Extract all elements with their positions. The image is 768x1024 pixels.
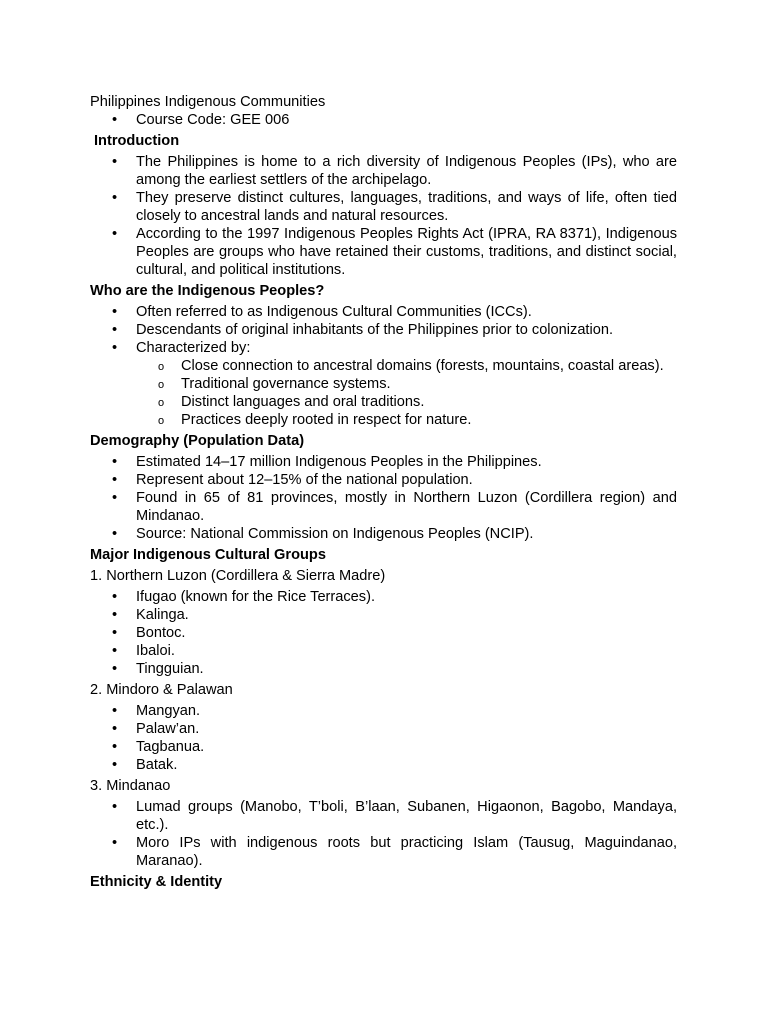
sublist-item-text: Traditional governance systems. — [181, 376, 391, 392]
list-item-text: The Philippines is home to a rich diversity of Indigenous Peoples (IPs), who are among the earliest settlers of the archipelago. — [136, 154, 677, 188]
introduction-list — [90, 153, 677, 279]
bullet-icon: • — [112, 835, 118, 851]
list-item-text: Ifugao (known for the Rice Terraces). — [136, 589, 376, 605]
list-item — [90, 189, 677, 225]
section-heading-groups: Major Indigenous Cultural Groups — [90, 547, 326, 563]
who-list — [90, 303, 677, 429]
northern-luzon-list — [90, 588, 677, 678]
list-item-text: They preserve distinct cultures, languages, traditions, and ways of life, often tied closely to ancestral lands and natural resources. — [136, 190, 677, 224]
bullet-icon: • — [112, 226, 118, 242]
course-code: Course Code: GEE 006 — [136, 112, 290, 128]
list-item-text: According to the 1997 Indigenous Peoples Rights Act (IPRA, RA 8371), Indigenous Peoples are groups who have retained their customs, traditions, and distinct social, cultural, and political institutions. — [136, 226, 677, 278]
sublist-item — [90, 375, 677, 393]
bullet-icon: • — [112, 625, 118, 641]
list-item — [90, 153, 677, 189]
sub-bullet-icon: o — [158, 415, 165, 427]
list-item — [90, 525, 677, 543]
sublist-item — [90, 411, 677, 429]
list-item — [90, 303, 677, 321]
sublist-item — [90, 393, 677, 411]
bullet-icon: • — [112, 472, 118, 488]
bullet-icon: • — [112, 739, 118, 755]
list-item — [90, 471, 677, 489]
document-body — [90, 93, 677, 891]
sub-bullet-icon: o — [158, 361, 165, 373]
list-item — [90, 624, 677, 642]
bullet-icon: • — [112, 643, 118, 659]
list-item — [90, 756, 677, 774]
list-item-text: Lumad groups (Manobo, T’boli, B’laan, Subanen, Higaonon, Bagobo, Mandaya, etc.). — [136, 799, 677, 833]
list-item — [90, 720, 677, 738]
list-item-text: Batak. — [136, 757, 178, 773]
list-item — [90, 738, 677, 756]
list-item — [90, 111, 677, 129]
section-heading-demography: Demography (Population Data) — [90, 433, 305, 449]
demography-list — [90, 453, 677, 543]
list-item — [90, 798, 677, 834]
bullet-icon: • — [112, 190, 118, 206]
bullet-icon: • — [112, 340, 118, 356]
section-heading-ethnicity: Ethnicity & Identity — [90, 874, 223, 890]
region-title-mindoro-palawan: 2. Mindoro & Palawan — [90, 682, 233, 698]
bullet-icon: • — [112, 721, 118, 737]
list-item-text: Moro IPs with indigenous roots but practicing Islam (Tausug, Maguindanao, Maranao). — [136, 835, 677, 869]
mindoro-palawan-list — [90, 702, 677, 774]
bullet-icon: • — [112, 607, 118, 623]
characteristics-sublist — [136, 357, 677, 429]
sub-bullet-icon: o — [158, 379, 165, 391]
list-item-text: Source: National Commission on Indigenous Peoples (NCIP). — [136, 526, 534, 542]
list-item-text: Estimated 14–17 million Indigenous Peoples in the Philippines. — [136, 454, 542, 470]
section-heading-introduction: Introduction — [94, 133, 180, 149]
list-item-text: Tagbanua. — [136, 739, 205, 755]
list-item-text: Kalinga. — [136, 607, 189, 623]
sub-bullet-icon: o — [158, 397, 165, 409]
list-item-text: Ibaloi. — [136, 643, 175, 659]
list-item — [90, 339, 677, 429]
list-item-text: Characterized by: — [136, 340, 251, 356]
list-item — [90, 642, 677, 660]
bullet-icon: • — [112, 454, 118, 470]
document-title: Philippines Indigenous Communities — [90, 94, 326, 110]
list-item — [90, 834, 677, 870]
bullet-icon: • — [112, 154, 118, 170]
list-item — [90, 489, 677, 525]
list-item — [90, 225, 677, 279]
bullet-icon: • — [112, 589, 118, 605]
list-item-text: Mangyan. — [136, 703, 201, 719]
bullet-icon: • — [112, 304, 118, 320]
bullet-icon: • — [112, 112, 118, 128]
list-item-text: Descendants of original inhabitants of the Philippines prior to colonization. — [136, 322, 614, 338]
region-title-mindanao: 3. Mindanao — [90, 778, 171, 794]
list-item-text: Represent about 12–15% of the national population. — [136, 472, 473, 488]
list-item-text: Palaw’an. — [136, 721, 200, 737]
list-item — [90, 321, 677, 339]
course-code-list — [90, 111, 677, 129]
list-item — [90, 606, 677, 624]
list-item — [90, 588, 677, 606]
bullet-icon: • — [112, 757, 118, 773]
list-item-text: Often referred to as Indigenous Cultural Communities (ICCs). — [136, 304, 532, 320]
bullet-icon: • — [112, 661, 118, 677]
sublist-item-text: Practices deeply rooted in respect for nature. — [181, 412, 472, 428]
list-item-text: Tingguian. — [136, 661, 204, 677]
list-item — [90, 453, 677, 471]
bullet-icon: • — [112, 322, 118, 338]
mindanao-list — [90, 798, 677, 870]
sublist-item — [90, 357, 677, 375]
sublist-item-text: Close connection to ancestral domains (forests, mountains, coastal areas). — [181, 358, 664, 374]
bullet-icon: • — [112, 526, 118, 542]
bullet-icon: • — [112, 490, 118, 506]
bullet-icon: • — [112, 799, 118, 815]
bullet-icon: • — [112, 703, 118, 719]
list-item — [90, 660, 677, 678]
region-title-northern-luzon: 1. Northern Luzon (Cordillera & Sierra Madre) — [90, 568, 386, 584]
list-item-text: Bontoc. — [136, 625, 186, 641]
sublist-item-text: Distinct languages and oral traditions. — [181, 394, 425, 410]
list-item-text: Found in 65 of 81 provinces, mostly in Northern Luzon (Cordillera region) and Mindanao. — [136, 490, 677, 524]
list-item — [90, 702, 677, 720]
section-heading-who: Who are the Indigenous Peoples? — [90, 283, 325, 299]
